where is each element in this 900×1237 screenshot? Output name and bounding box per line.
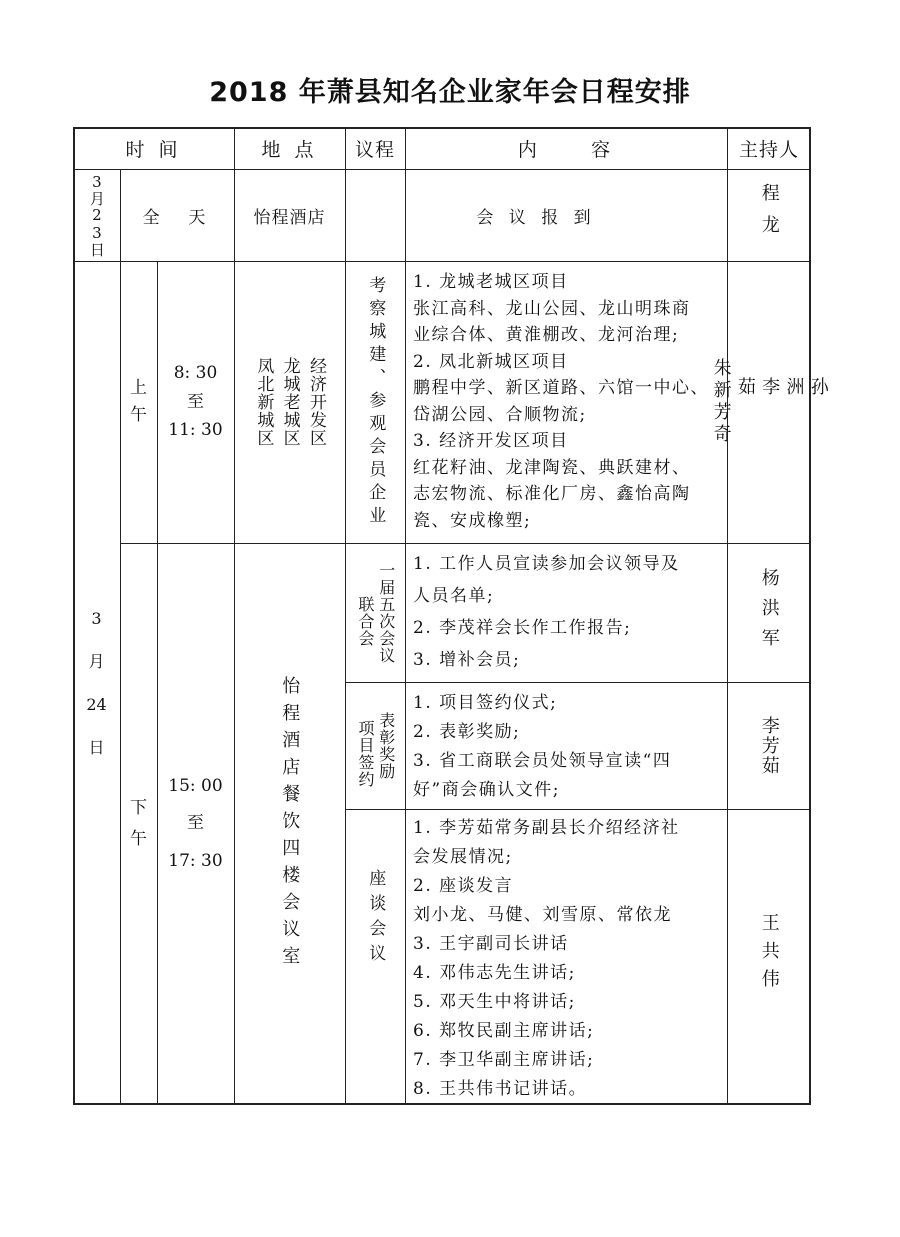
session1-agenda: 一届五次会议 联合会 <box>356 561 396 664</box>
session3-agenda: 座谈会议 <box>365 869 386 969</box>
morning-places: 经济开发区 龙城老城区 凤北新城区 <box>253 357 327 447</box>
session3-host: 王共伟 <box>758 913 780 997</box>
morning-period: 上 午 <box>130 377 147 425</box>
morning-hosts: 孙洲 李茹 朱新芳奇 <box>710 358 829 446</box>
day1-date: 3月23日 <box>87 173 106 257</box>
session3-content: 1. 李芳茹常务副县长介绍经济社 会发展情况; 2. 座谈发言 刘小龙、马健、刘雪原、常依龙 3. 王宇副司长讲话 4. 邓伟志先生讲话; 5. 邓天生中将讲话; 6. 郑牧民副主席讲话; 7. 李卫华副主席讲话; 8. 王共伟书记讲话。 <box>413 818 680 1099</box>
day1-time: 全 天 <box>142 207 212 228</box>
day1-host: 程龙 <box>758 183 780 247</box>
afternoon-time: 15: 00 至 17: 30 <box>168 775 223 871</box>
header-time: 时 间 <box>125 138 182 161</box>
afternoon-place: 怡程酒店餐饮四楼会议室 <box>279 675 301 973</box>
morning-content: 1. 龙城老城区项目 张江高科、龙山公园、龙山明珠商 业综合体、黄淮棚改、龙河治理; 2. 凤北新城区项目 鹏程中学、新区道路、六馆一中心、 岱湖公园、合顺物流; 3. 经济开发区项目 红花籽油、龙津陶瓷、典跃建材、 志宏物流、标准化厂房、鑫怡高陶 瓷、安成橡塑; <box>413 272 709 531</box>
day1-content: 会 议 报 到 <box>476 207 596 228</box>
afternoon-period: 下 午 <box>130 798 147 849</box>
header-place: 地 点 <box>261 138 318 161</box>
header-host: 主持人 <box>738 138 799 161</box>
day2-date: 3 月 24 日 <box>86 608 107 758</box>
session2-host: 李芳茹 <box>758 715 780 776</box>
morning-agenda: 考察城建、参观会员企业 <box>365 275 386 529</box>
header-agenda: 议程 <box>354 138 395 161</box>
session2-agenda: 表彰奖励 项目签约 <box>356 711 396 788</box>
session2-content: 1. 项目签约仪式; 2. 表彰奖励; 3. 省工商联会员处领导宣读“四 好”商会确认文件; <box>413 693 672 800</box>
session1-content: 1. 工作人员宣读参加会议领导及 人员名单; 2. 李茂祥会长作工作报告; 3. 增补会员; <box>413 554 680 670</box>
header-content: 内 容 <box>517 138 615 161</box>
day1-place: 怡程酒店 <box>253 207 326 228</box>
morning-time: 8: 30 至 11: 30 <box>168 362 223 441</box>
document-title: 2018 年萧县知名企业家年会日程安排 <box>209 77 691 108</box>
session1-host: 杨洪军 <box>758 567 780 658</box>
